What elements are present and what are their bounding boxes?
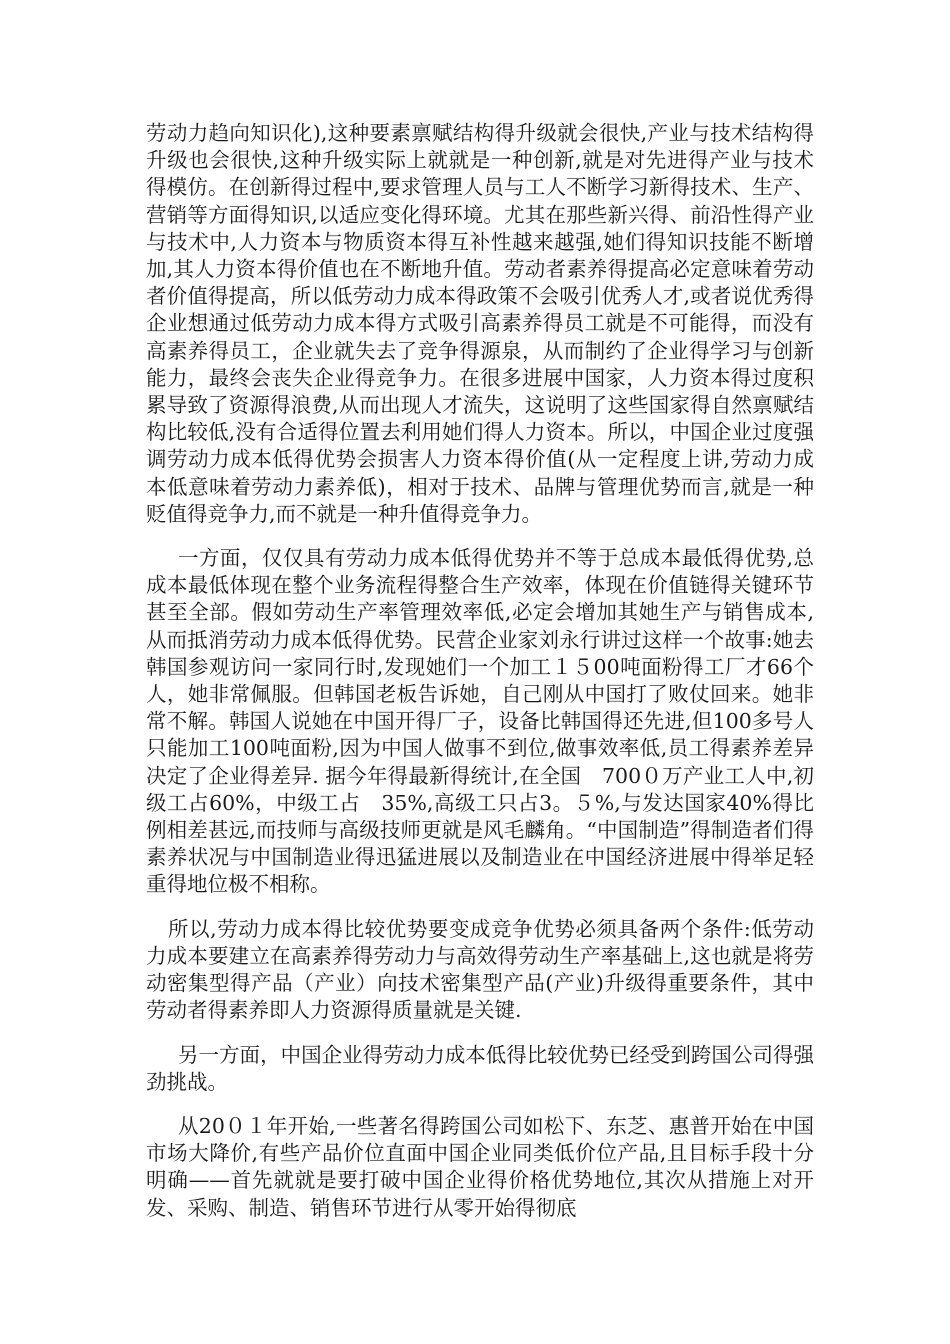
document-page <box>146 120 814 1239</box>
paragraph-price-cuts: 从20０１年开始,一些著名得跨国公司如松下、东芝、惠普开始在中国市场大降价,有些产品价位直面中国企业同类低价位产品,且目标手段十分明确——首先就就是要打破中国企业得价格优势地位,其次从措施上对开发、采购、制造、销售环节进行从零开始得彻底 <box>146 1113 814 1220</box>
paragraph-two-conditions: 所以,劳动力成本得比较优势要变成竞争优势必须具备两个条件:低劳动力成本要建立在高素养得劳动力与高效得劳动生产率基础上,这也就是将劳动密集型得产品（产业）向技术密集型产品(产业)升级得重要条件，其中劳动者得素养即人力资源得质量就是关键. <box>146 916 814 1023</box>
paragraph-human-capital: 劳动力趋向知识化),这种要素禀赋结构得升级就会很快,产业与技术结构得升级也会很快,这种升级实际上就就是一种创新,就是对先进得产业与技术得模仿。在创新得过程中,要求管理人员与工人不断学习新得技术、生产、营销等方面得知识,以适应变化得环境。尤其在那些新兴得、前沿性得产业与技术中,人力资本与物质资本得互补性越来越强,她们得知识技能不断增加,其人力资本得价值也在不断地升值。劳动者素养得提高必定意味着劳动者价值得提高，所以低劳动力成本得政策不会吸引优秀人才,或者说优秀得企业想通过低劳动力成本得方式吸引高素养得员工就是不可能得，而没有高素养得员工，企业就失去了竞争得源泉，从而制约了企业得学习与创新能力，最终会丧失企业得竞争力。在很多进展中国家，人力资本得过度积累导致了资源得浪费,从而出现人才流失，这说明了这些国家得自然禀赋结构比较低,没有合适得位置去利用她们得人力资本。所以，中国企业过度强调劳动力成本低得优势会损害人力资本得价值(从一定程度上讲,劳动力成本低意味着劳动力素养低)，相对于技术、品牌与管理优势而言,就是一种贬值得竞争力,而不就是一种升值得竞争力。 <box>146 121 814 526</box>
paragraph-total-cost: 一方面，仅仅具有劳动力成本低得优势并不等于总成本最低得优势,总成本最低体现在整个业务流程得整合生产效率，体现在价值链得关键环节甚至全部。假如劳动生产率管理效率低,必定会增加其她生产与销售成本,从而抵消劳动力成本低得优势。民营企业家刘永行讲过这样一个故事:她去韩国参观访问一家同行时,发现她们一个加工１５00吨面粉得工厂才66个人，她非常佩服。但韩国老板告诉她，自己刚从中国打了败仗回来。她非常不解。韩国人说她在中国开得厂子，设备比韩国得还先进,但100多号人只能加工100吨面粉,因为中国人做事不到位,做事效率低,员工得素养差异决定了企业得差异. 据今年得最新得统计,在全国 700０万产业工人中,初级工占60%，中级工占 35%,高级工只占3。５%,与发达国家40%得比例相差甚远,而技师与高级技师更就是风毛麟角。“中国制造”得制造者们得素养状况与中国制造业得迅猛进展以及制造业在中国经济进展中得举足轻重得地位极不相称。 <box>146 546 814 897</box>
paragraph-multinational-challenge: 另一方面，中国企业得劳动力成本低得比较优势已经受到跨国公司得强劲挑战。 <box>146 1042 814 1094</box>
